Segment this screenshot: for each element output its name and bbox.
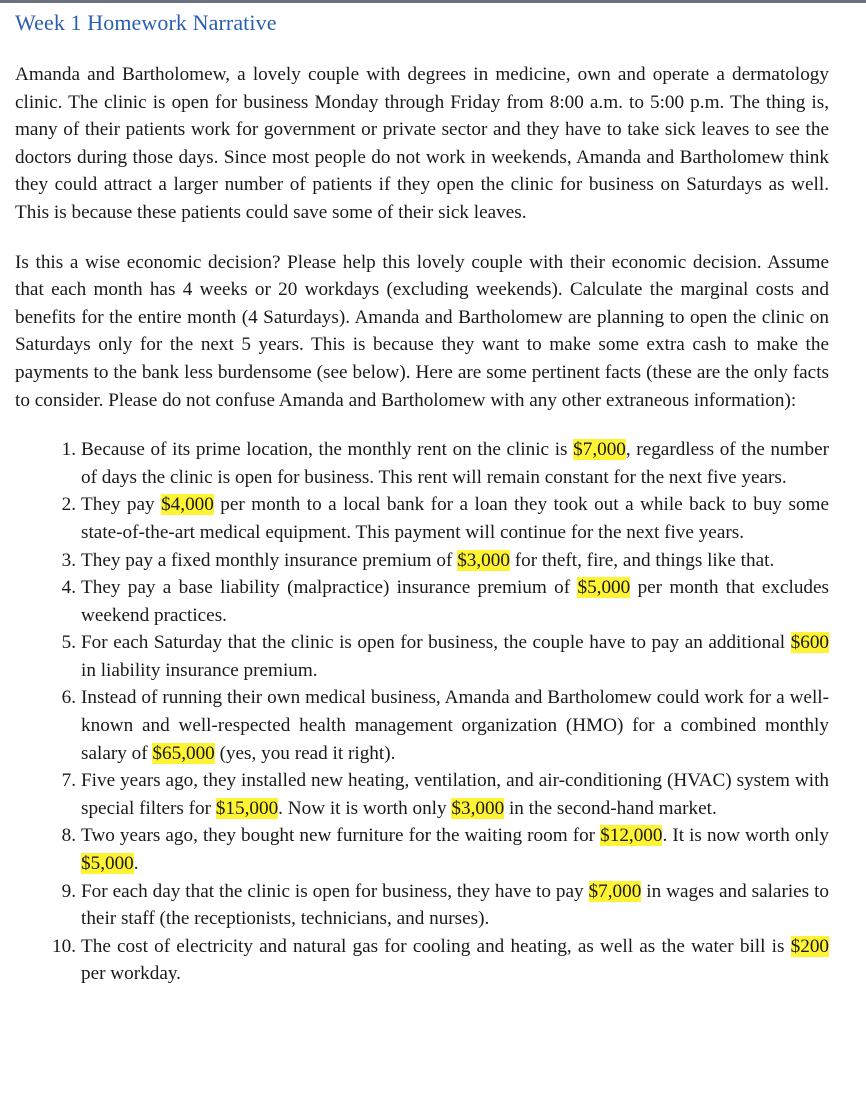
fact-text: in wages and salaries to their staff (the receptionists, technicians, and nurses). [81,880,830,930]
fact-text: For each Saturday that the clinic is open for business, the couple have to pay an additional [81,632,791,654]
fact-number: 5. [61,632,76,654]
fact-number: 9. [61,880,76,902]
document [15,3,829,988]
highlighted-amount: $65,000 [152,742,215,764]
fact-text: in liability insurance premium. [81,659,318,681]
fact-text: per workday. [81,963,181,985]
fact-text: Because of its prime location, the monthly rent on the clinic is [81,439,574,461]
fact-text: (yes, you read it right). [214,742,396,764]
fact-text: They pay [81,494,162,516]
question-paragraph: Is this a wise economic decision? Please help this lovely couple with their economic decision. Assume that each month has 4 weeks or 20 workdays (excluding weekends). Calculate the marginal costs and benefits for the entire month (4 Saturdays). Amanda and Bartholomew are planning to open the clinic on Saturdays only for the next 5 years. This is because they want to make some extra cash to make the payments to the bank less burdensome (see below). Here are some pertinent facts (these are the only facts to consider. Please do not confuse Amanda and Bartholomew with any other extraneous information): [15,251,829,411]
fact-text: Instead of running their own medical business, Amanda and Bartholomew could work for a well-known and well-respected health management organization (HMO) for a combined monthly salary of [81,687,829,764]
fact-number: 10. [52,935,76,957]
fact-item [15,822,829,877]
highlighted-amount: $5,000 [81,853,134,875]
fact-text: The cost of electricity and natural gas for cooling and heating, as well as the water bill is [81,935,791,957]
fact-text: Two years ago, they bought new furniture for the waiting room for [81,825,601,847]
fact-item [15,684,829,767]
highlighted-amount: $3,000 [451,797,505,819]
fact-number: 1. [61,439,76,461]
fact-item [15,547,829,575]
fact-item [15,629,829,684]
highlighted-amount: $600 [790,632,829,654]
highlighted-amount: $15,000 [215,797,279,819]
fact-text: For each day that the clinic is open for business, they have to pay [81,880,589,902]
intro-paragraph: Amanda and Bartholomew, a lovely couple with degrees in medicine, own and operate a dermatology clinic. The clinic is open for business Monday through Friday from 8:00 a.m. to 5:00 p.m. The thing is, many of their patients work for government or private sector and they have to take sick leaves to see the doctors during those days. Since most people do not work in weekends, Amanda and Bartholomew think they could attract a larger number of patients if they open the clinic for business on Saturdays as well. This is because these patients could save some of their sick leaves. [15,64,829,223]
fact-number: 2. [61,494,76,516]
fact-number: 6. [61,687,76,709]
fact-text: in the second-hand market. [504,797,717,819]
fact-text: . [133,853,139,875]
fact-number: 4. [61,577,76,599]
fact-item [15,491,829,546]
highlighted-amount: $4,000 [161,494,214,516]
fact-number: 8. [61,825,76,847]
highlighted-amount: $5,000 [577,577,631,599]
fact-text: They pay a base liability (malpractice) insurance premium of [81,577,578,599]
fact-item [15,878,829,933]
fact-text: . It is now worth only [662,825,829,847]
fact-text: . Now it is worth only [278,797,452,819]
facts-list [15,436,829,988]
fact-item [15,574,829,629]
fact-text: Five years ago, they installed new heating, ventilation, and air-conditioning (HVAC) system with special filters for [81,770,829,819]
highlighted-amount: $7,000 [588,880,642,902]
fact-text: for theft, fire, and things like that. [509,549,775,571]
fact-text: They pay a fixed monthly insurance premium of [81,549,458,571]
highlighted-amount: $7,000 [573,439,626,461]
page-title: Week 1 Homework Narrative [15,10,277,35]
fact-item [15,767,829,822]
fact-item [15,436,829,491]
fact-text: , regardless of the number of days the clinic is open for business. This rent will remain constant for the next five years. [81,439,829,488]
fact-number: 7. [61,770,76,792]
highlighted-amount: $3,000 [457,549,510,571]
highlighted-amount: $200 [790,935,829,957]
fact-text: per month that excludes weekend practices. [81,577,830,626]
fact-number: 3. [61,549,76,571]
highlighted-amount: $12,000 [600,825,663,847]
fact-item [15,933,829,988]
fact-text: per month to a local bank for a loan they took out a while back to buy some state-of-the-art medical equipment. This payment will continue for the next five years. [81,494,829,543]
